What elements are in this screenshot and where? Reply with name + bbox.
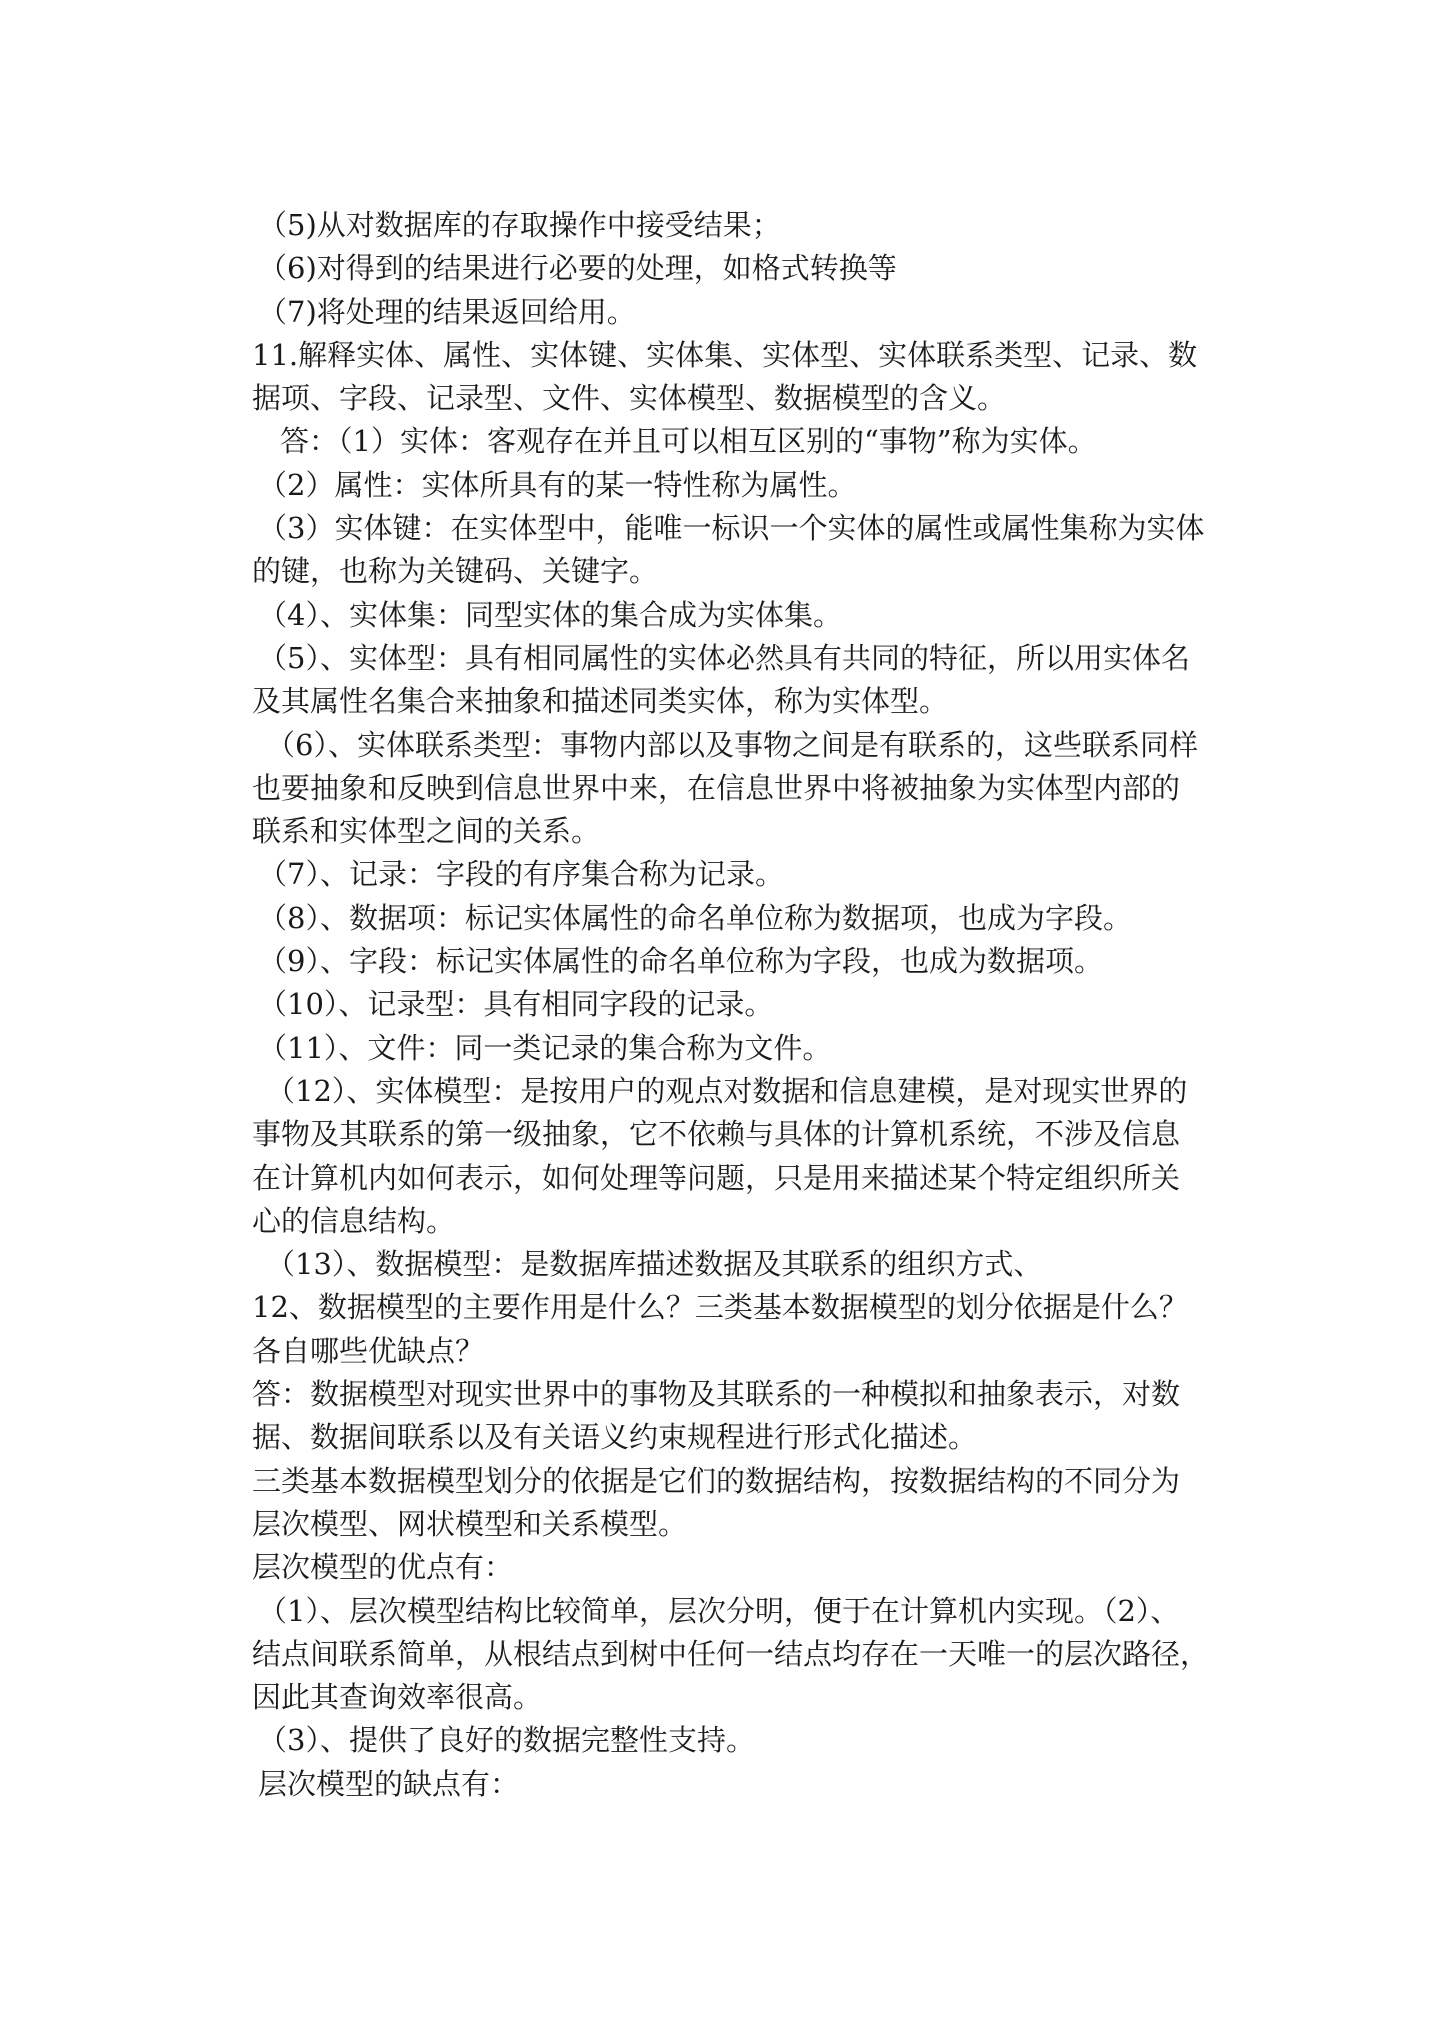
question-11-heading: 11.解释实体、属性、实体键、实体集、实体型、实体联系类型、记录、数	[252, 337, 1198, 372]
text-line: 心的信息结构。	[252, 1203, 456, 1238]
answer-12-start: 答：数据模型对现实世界中的事物及其联系的一种模拟和抽象表示，对数	[252, 1377, 1181, 1412]
text-line: （4）、实体集：同型实体的集合成为实体集。	[258, 597, 842, 632]
text-line: 结点间联系简单，从根结点到树中任何一结点均存在一天唯一的层次路径，	[252, 1636, 1210, 1671]
text-line: （2）属性：实体所具有的某一特性称为属性。	[258, 467, 857, 502]
text-line: 各自哪些优缺点？	[252, 1333, 485, 1368]
text-line: （12）、实体模型：是按用户的观点对数据和信息建模，是对现实世界的	[266, 1073, 1188, 1108]
text-line: 的键，也称为关键码、关键字。	[252, 554, 659, 589]
answer-11-start: 答：（1）实体：客观存在并且可以相互区别的“事物”称为实体。	[280, 424, 1097, 459]
text-line: （5）、实体型：具有相同属性的实体必然具有共同的特征，所以用实体名	[258, 640, 1190, 675]
document-body	[252, 204, 1210, 1806]
text-line: 在计算机内如何表示，如何处理等问题，只是用来描述某个特定组织所关	[252, 1160, 1181, 1195]
text-line: （9）、字段：标记实体属性的命名单位称为字段，也成为数据项。	[258, 944, 1103, 979]
text-line: 事物及其联系的第一级抽象，它不依赖与具体的计算机系统，不涉及信息	[252, 1117, 1181, 1152]
text-line: 及其属性名集合来抽象和描述同类实体，称为实体型。	[252, 684, 949, 719]
text-line: 层次模型、网状模型和关系模型。	[252, 1506, 688, 1541]
text-line: 联系和实体型之间的关系。	[252, 814, 601, 849]
text-line: （6)对得到的结果进行必要的处理，如格式转换等	[258, 251, 897, 286]
text-line: 层次模型的缺点有：	[258, 1766, 520, 1801]
text-line: 据、数据间联系以及有关语义约束规程进行形式化描述。	[252, 1420, 978, 1455]
text-line: （7)将处理的结果返回给用。	[258, 294, 636, 329]
text-line: （11）、文件：同一类记录的集合称为文件。	[258, 1030, 832, 1065]
text-line: （3）实体键：在实体型中，能唯一标识一个实体的属性或属性集称为实体	[258, 511, 1205, 546]
text-line: 层次模型的优点有：	[252, 1550, 514, 1585]
text-line: 也要抽象和反映到信息世界中来，在信息世界中将被抽象为实体型内部的	[252, 770, 1181, 805]
text-line: 据项、字段、记录型、文件、实体模型、数据模型的含义。	[252, 381, 1007, 416]
text-line: 三类基本数据模型划分的依据是它们的数据结构，按数据结构的不同分为	[252, 1463, 1181, 1498]
text-line: （3）、提供了良好的数据完整性支持。	[258, 1723, 755, 1758]
text-line: （5)从对数据库的存取操作中接受结果；	[258, 208, 781, 242]
text-line: （1）、层次模型结构比较简单，层次分明，便于在计算机内实现。（2）、	[258, 1593, 1180, 1628]
text-line: （8）、数据项：标记实体属性的命名单位称为数据项，也成为字段。	[258, 900, 1132, 935]
text-line: 因此其查询效率很高。	[252, 1680, 543, 1715]
text-line: （7）、记录：字段的有序集合称为记录。	[258, 857, 784, 892]
question-12-heading: 12、数据模型的主要作用是什么？三类基本数据模型的划分依据是什么？	[252, 1290, 1188, 1325]
text-line: （10）、记录型：具有相同字段的记录。	[258, 987, 774, 1022]
text-line: （6）、实体联系类型：事物内部以及事物之间是有联系的，这些联系同样	[266, 727, 1198, 762]
text-line: （13）、数据模型：是数据库描述数据及其联系的组织方式、	[266, 1247, 1043, 1282]
